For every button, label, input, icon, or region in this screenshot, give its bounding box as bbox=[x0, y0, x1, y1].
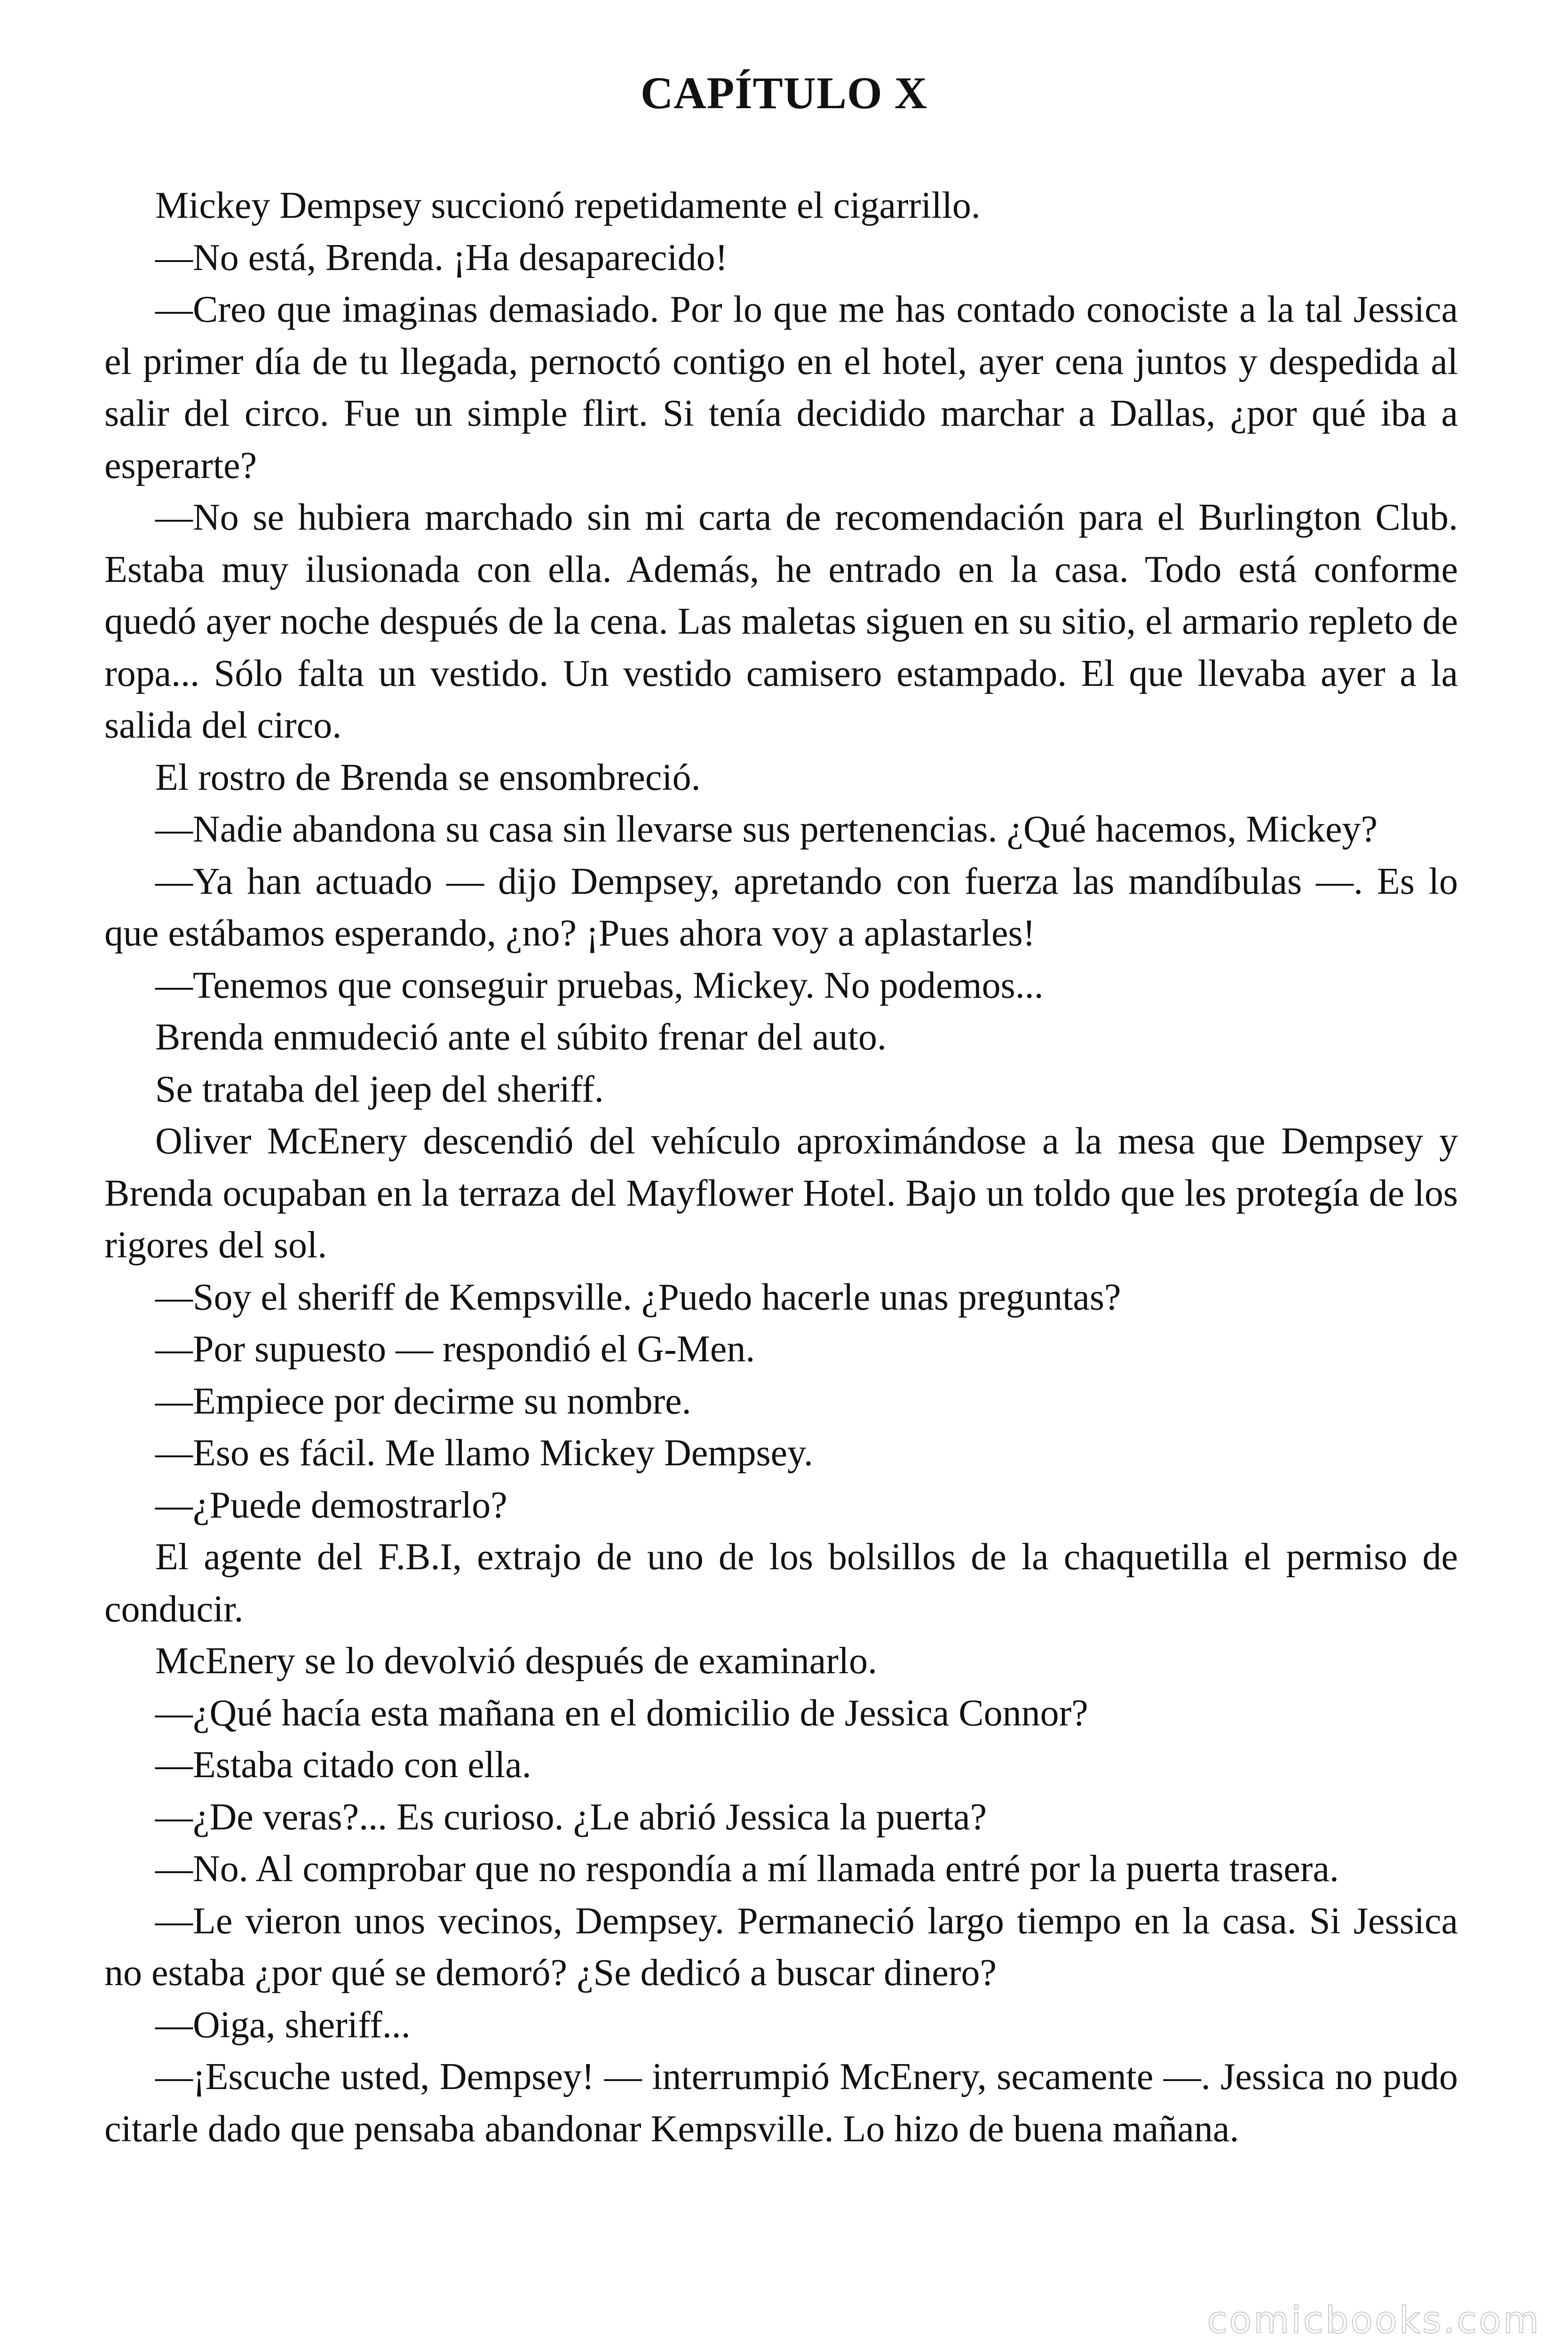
paragraph: —¿Qué hacía esta mañana en el domicilio de Jessica Connor? bbox=[155, 1692, 1088, 1734]
paragraph: —No. Al comprobar que no respondía a mí llamada entré por la puerta trasera. bbox=[155, 1848, 1339, 1890]
paragraph: —Estaba citado con ella. bbox=[155, 1744, 531, 1786]
paragraph: —¿Puede demostrarlo? bbox=[155, 1484, 507, 1526]
paragraph: —No está, Brenda. ¡Ha desaparecido! bbox=[155, 237, 728, 278]
paragraph: —¿De veras?... Es curioso. ¿Le abrió Jessica la puerta? bbox=[155, 1796, 987, 1838]
paragraph: Se trataba del jeep del sheriff. bbox=[155, 1068, 604, 1110]
paragraph: McEnery se lo devolvió después de examinarlo. bbox=[155, 1640, 878, 1682]
paragraph: —Ya han actuado — dijo Dempsey, apretando con fuerza las mandíbulas —. Es lo que estábamos esperando, ¿no? ¡Pues ahora voy a aplastarles! bbox=[104, 860, 1458, 954]
paragraph: El agente del F.B.I, extrajo de uno de los bolsillos de la chaquetilla el permiso de conducir. bbox=[104, 1536, 1458, 1630]
paragraph: El rostro de Brenda se ensombreció. bbox=[155, 756, 701, 798]
paragraph: —Por supuesto — respondió el G-Men. bbox=[155, 1328, 755, 1370]
paragraph: —Soy el sheriff de Kempsville. ¿Puedo hacerle unas preguntas? bbox=[155, 1276, 1121, 1318]
paragraph: —Le vieron unos vecinos, Dempsey. Permaneció largo tiempo en la casa. Si Jessica no estaba ¿por qué se demoró? ¿Se dedicó a buscar dinero? bbox=[104, 1900, 1458, 1994]
paragraph: —Eso es fácil. Me llamo Mickey Dempsey. bbox=[155, 1432, 813, 1474]
paragraph: —No se hubiera marchado sin mi carta de recomendación para el Burlington Club. Estaba muy ilusionada con ella. Además, he entrado en la casa. Todo está conforme quedó ayer noche después de la cena. Las maletas siguen en su sitio, el armario repleto de ropa... Sólo falta un vestido. Un vestido camisero estampado. El que llevaba ayer a la salida del circo. bbox=[104, 497, 1458, 746]
paragraph: Brenda enmudeció ante el súbito frenar del auto. bbox=[155, 1017, 887, 1058]
paragraph: —Creo que imaginas demasiado. Por lo que me has contado conociste a la tal Jessica el primer día de tu llegada, pernoctó contigo en el hotel, ayer cena juntos y despedida al salir del circo. Fue un simple flirt. Si tenía decidido marchar a Dallas, ¿por qué iba a esperarte? bbox=[104, 289, 1458, 486]
watermark: comicbooks.com bbox=[1207, 2299, 1541, 2342]
chapter-body bbox=[104, 180, 1458, 2155]
paragraph: —Tenemos que conseguir pruebas, Mickey. No podemos... bbox=[155, 964, 1044, 1006]
paragraph: —Nadie abandona su casa sin llevarse sus pertenencias. ¿Qué hacemos, Mickey? bbox=[155, 809, 1378, 850]
chapter-title: CAPÍTULO X bbox=[640, 68, 928, 118]
paragraph: —Empiece por decirme su nombre. bbox=[155, 1380, 691, 1422]
paragraph: —¡Escuche usted, Dempsey! — interrumpió McEnery, secamente —. Jessica no pudo citarle dado que pensaba abandonar Kempsville. Lo hizo de buena mañana. bbox=[104, 2056, 1458, 2150]
paragraph: —Oiga, sheriff... bbox=[155, 2004, 411, 2046]
paragraph: Mickey Dempsey succionó repetidamente el cigarrillo. bbox=[155, 185, 981, 226]
paragraph: Oliver McEnery descendió del vehículo aproximándose a la mesa que Dempsey y Brenda ocupaban en la terraza del Mayflower Hotel. Bajo un toldo que les protegía de los rigores del sol. bbox=[104, 1120, 1458, 1266]
